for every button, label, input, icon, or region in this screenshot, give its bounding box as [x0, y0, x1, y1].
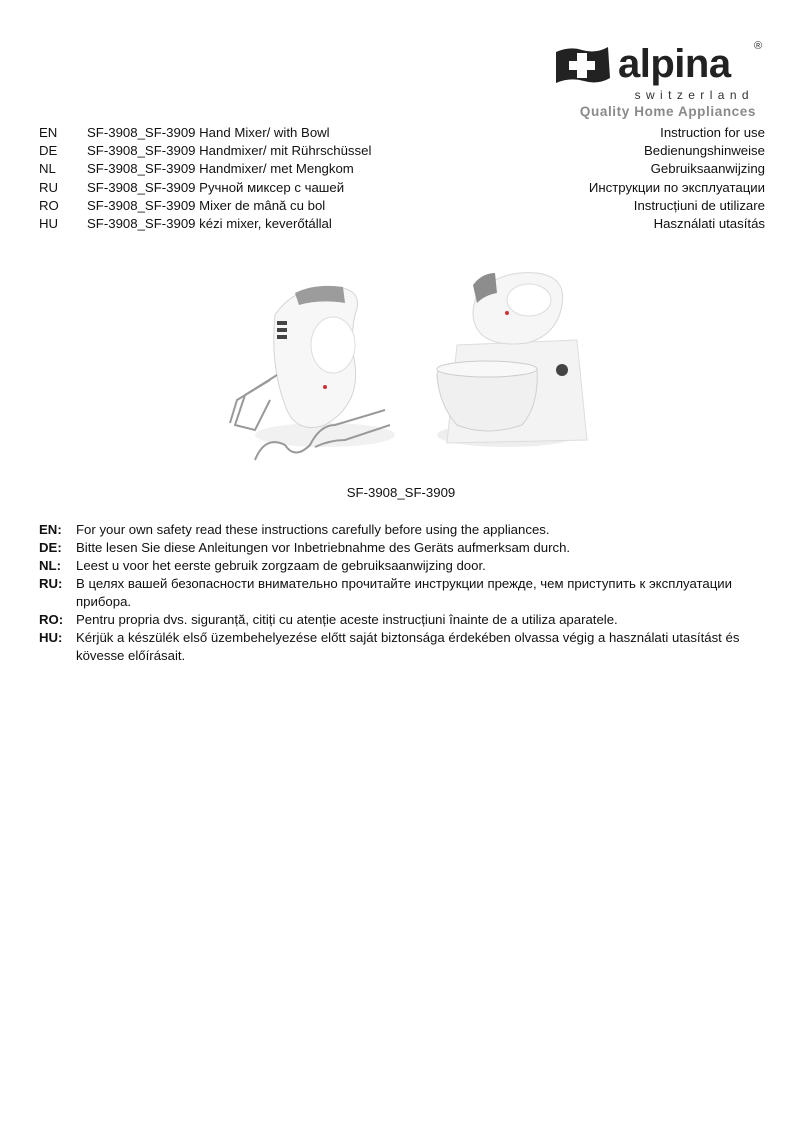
title-row-hu	[39, 215, 765, 233]
safety-note-de	[39, 539, 769, 557]
note-text: For your own safety read these instructions carefully before using the appliances.	[76, 522, 550, 537]
document-type: Használati utasítás	[653, 215, 765, 231]
language-code: HU	[39, 215, 59, 231]
stand-mixer-image	[427, 265, 602, 455]
document-type: Gebruiksaanwijzing	[650, 161, 765, 177]
note-text: В целях вашей безопасности внимательно прочитайте инструкции прежде, чем приступить к эксплуатации прибора.	[76, 576, 733, 609]
language-code: RU:	[39, 576, 63, 591]
document-type: Bedienungshinweise	[644, 143, 765, 159]
hand-mixer-image	[215, 275, 405, 465]
safety-note-ro	[39, 611, 769, 629]
title-row-nl	[39, 160, 765, 178]
language-code: RO:	[39, 612, 64, 627]
language-code: HU:	[39, 630, 63, 645]
document-type: Instrucțiuni de utilizare	[633, 197, 765, 213]
title-row-ro	[39, 197, 765, 215]
product-images	[215, 265, 595, 465]
note-text: Leest u voor het eerste gebruik zorgzaam de gebruiksaanwijzing door.	[76, 558, 486, 573]
note-text: Kérjük a készülék első üzembehelyezése előtt saját biztonsága érdekében olvassa végig a használati utasítást és kövesse előírásait.	[76, 630, 740, 663]
product-name: SF-3908_SF-3909 Mixer de mână cu bol	[87, 197, 326, 213]
product-title-list	[39, 124, 765, 233]
document-type: Instruction for use	[660, 125, 765, 140]
language-code: DE	[39, 143, 58, 159]
product-name: SF-3908_SF-3909 kézi mixer, keverőtállal	[87, 215, 332, 231]
safety-note-nl	[39, 557, 769, 575]
language-code: NL:	[39, 558, 61, 573]
safety-note-en	[39, 521, 769, 539]
model-caption: SF-3908_SF-3909	[346, 485, 456, 500]
title-row-en	[39, 124, 765, 142]
brand-subtitle: switzerland	[634, 88, 754, 102]
language-code: NL	[39, 161, 56, 177]
language-code: EN:	[39, 522, 62, 537]
safety-notes	[39, 521, 769, 665]
safety-note-hu	[39, 629, 769, 665]
language-code: RU	[39, 179, 59, 195]
note-text: Bitte lesen Sie diese Anleitungen vor Inbetriebnahme des Geräts aufmerksam durch.	[76, 540, 571, 555]
brand-logo	[548, 38, 770, 122]
brand-tagline: Quality Home Appliances	[579, 104, 756, 119]
language-code: RO	[39, 197, 59, 213]
safety-note-ru	[39, 575, 769, 611]
language-code: EN	[39, 125, 58, 140]
title-row-de	[39, 142, 765, 160]
product-name: SF-3908_SF-3909 Ручной миксер с чашей	[87, 179, 345, 195]
product-name: SF-3908_SF-3909 Handmixer/ met Mengkom	[87, 161, 354, 177]
product-name: SF-3908_SF-3909 Hand Mixer/ with Bowl	[87, 125, 330, 140]
language-code: DE:	[39, 540, 62, 555]
note-text: Pentru propria dvs. siguranță, citiți cu atenție aceste instrucțiuni înainte de a utiliza aparatele.	[76, 612, 618, 627]
registered-mark: ®	[754, 40, 763, 52]
swiss-cross-flag-icon	[552, 44, 612, 86]
title-row-ru	[39, 179, 765, 197]
document-type: Инструкции по эксплуатации	[588, 179, 765, 195]
brand-name: alpina	[618, 42, 731, 86]
product-name: SF-3908_SF-3909 Handmixer/ mit Rührschüssel	[87, 143, 372, 159]
